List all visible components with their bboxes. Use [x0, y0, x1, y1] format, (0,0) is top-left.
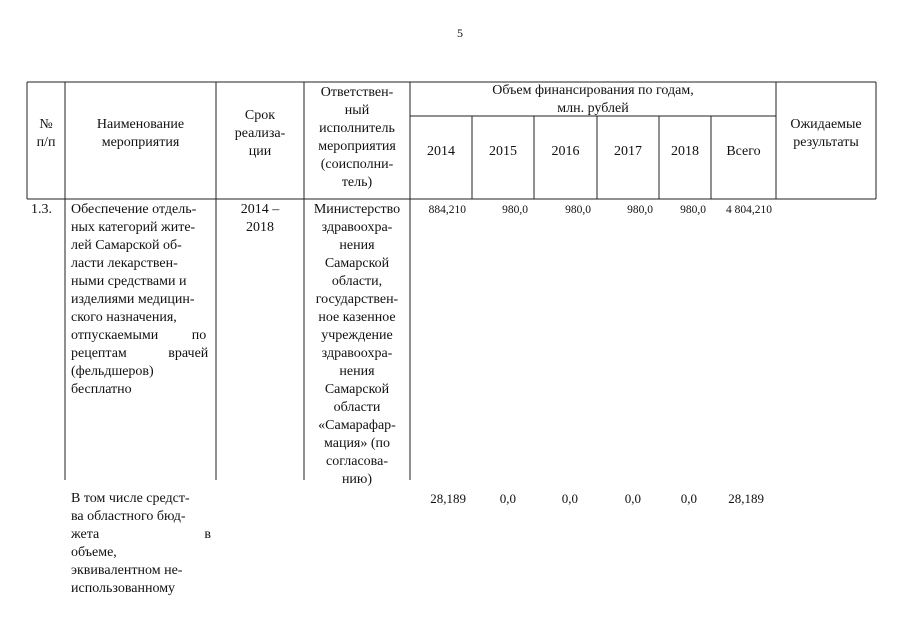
row-name-line: ными средствами и	[71, 274, 187, 289]
row-executor-line: Министерство	[313, 202, 401, 217]
row-executor-line: области,	[331, 274, 383, 289]
row-executor-line: учреждение	[321, 328, 393, 343]
subrow-name-line: ва областного бюд-	[71, 509, 186, 524]
header-col-executor-line: мероприятия	[318, 139, 396, 154]
row-name-line: отпускаемыми по	[71, 328, 207, 343]
header-col-num-line: п/п	[36, 135, 56, 150]
header-col-results-line: Ожидаемые	[790, 117, 862, 132]
row-executor-line: «Самарафар-	[318, 418, 396, 433]
row-executor-line: государствен-	[315, 292, 399, 307]
header-col-name	[65, 116, 216, 152]
header-col-term-line: ции	[248, 144, 272, 159]
header-col-executor	[304, 84, 410, 192]
value-total: 4 804,210	[726, 204, 772, 216]
row-executor-line: нения	[339, 364, 375, 379]
row-executor-line: Самарской	[324, 256, 390, 271]
row-name-line: ных категорий жите-	[71, 220, 196, 235]
value-2018: 980,0	[680, 204, 706, 216]
header-col-finance	[410, 82, 776, 118]
subrow-value-2017: 0,0	[624, 491, 641, 506]
header-col-term-line: Срок	[244, 108, 276, 123]
row-name-line: ласти лекарствен-	[71, 256, 178, 271]
row-executor-line: области	[333, 400, 381, 415]
subrow-value-2015: 0,0	[499, 491, 516, 506]
row-executor-line: ное казенное	[318, 310, 396, 325]
value-2015: 980,0	[502, 204, 528, 216]
subrow-name-line: использованному	[71, 581, 176, 596]
subrow-name	[71, 490, 211, 598]
subrow-value-2016: 0,0	[561, 491, 578, 506]
header-year-2014: 2014	[427, 144, 455, 159]
row-executor-line: здравоохра-	[321, 346, 393, 361]
header-col-finance-line: Объем финансирования по годам,	[492, 83, 694, 98]
header-col-executor-line: тель)	[341, 175, 373, 190]
subrow-name-line: эквивалентном не-	[71, 563, 183, 578]
header-col-results-line: результаты	[793, 135, 859, 150]
row-executor-line: согласова-	[326, 454, 388, 469]
header-col-num-line: №	[39, 117, 53, 132]
row-name-line: лей Самарской об-	[71, 238, 182, 253]
page-number: 5	[457, 26, 463, 40]
row-name-line: рецептам врачей	[71, 346, 209, 361]
header-year-2017: 2017	[614, 144, 642, 159]
row-executor-line: здравоохра-	[321, 220, 393, 235]
header-col-executor-line: исполнитель	[319, 121, 395, 136]
header-year-2016: 2016	[551, 144, 580, 159]
row-name-line: (фельдшеров)	[71, 364, 154, 379]
row-executor	[304, 201, 410, 489]
row-name-line: Обеспечение отдель-	[71, 202, 197, 217]
row-executor-line: Самарской	[324, 382, 390, 397]
header-col-finance-line: млн. рублей	[557, 101, 629, 116]
row-name-line: изделиями медицин-	[71, 292, 195, 307]
row-name-line: бесплатно	[71, 382, 132, 397]
header-col-num	[27, 116, 65, 152]
header-col-name-line: мероприятия	[101, 135, 180, 150]
row-number: 1.3.	[31, 202, 52, 217]
subrow-name-line: жета в объеме,	[71, 527, 211, 560]
header-col-executor-line: ный	[344, 103, 370, 118]
header-col-term	[216, 107, 304, 161]
row-term	[216, 201, 304, 237]
row-term-line: 2014 –	[240, 202, 280, 217]
row-name-line: ского назначения,	[71, 310, 177, 325]
row-executor-line: мация» (по	[323, 436, 391, 451]
header-year-2018: 2018	[671, 144, 699, 159]
value-2016: 980,0	[565, 204, 591, 216]
header-col-results	[776, 116, 876, 152]
header-col-executor-line: (соисполни-	[320, 157, 394, 172]
row-executor-line: нию)	[341, 472, 373, 487]
header-col-executor-line: Ответствен-	[320, 85, 394, 100]
header-year-2015: 2015	[489, 144, 517, 159]
subrow-value-2014: 28,189	[430, 491, 466, 506]
subrow-value-total: 28,189	[728, 491, 764, 506]
row-executor-line: нения	[339, 238, 375, 253]
subrow-value-2018: 0,0	[680, 491, 697, 506]
value-2017: 980,0	[627, 204, 653, 216]
header-col-term-line: реализа-	[234, 126, 286, 141]
header-col-name-line: Наименование	[96, 117, 185, 132]
subrow-name-line: В том числе средст-	[71, 491, 190, 506]
row-name	[71, 201, 211, 399]
row-term-line: 2018	[246, 220, 274, 235]
value-2014: 884,210	[428, 204, 466, 216]
header-total: Всего	[726, 144, 761, 159]
